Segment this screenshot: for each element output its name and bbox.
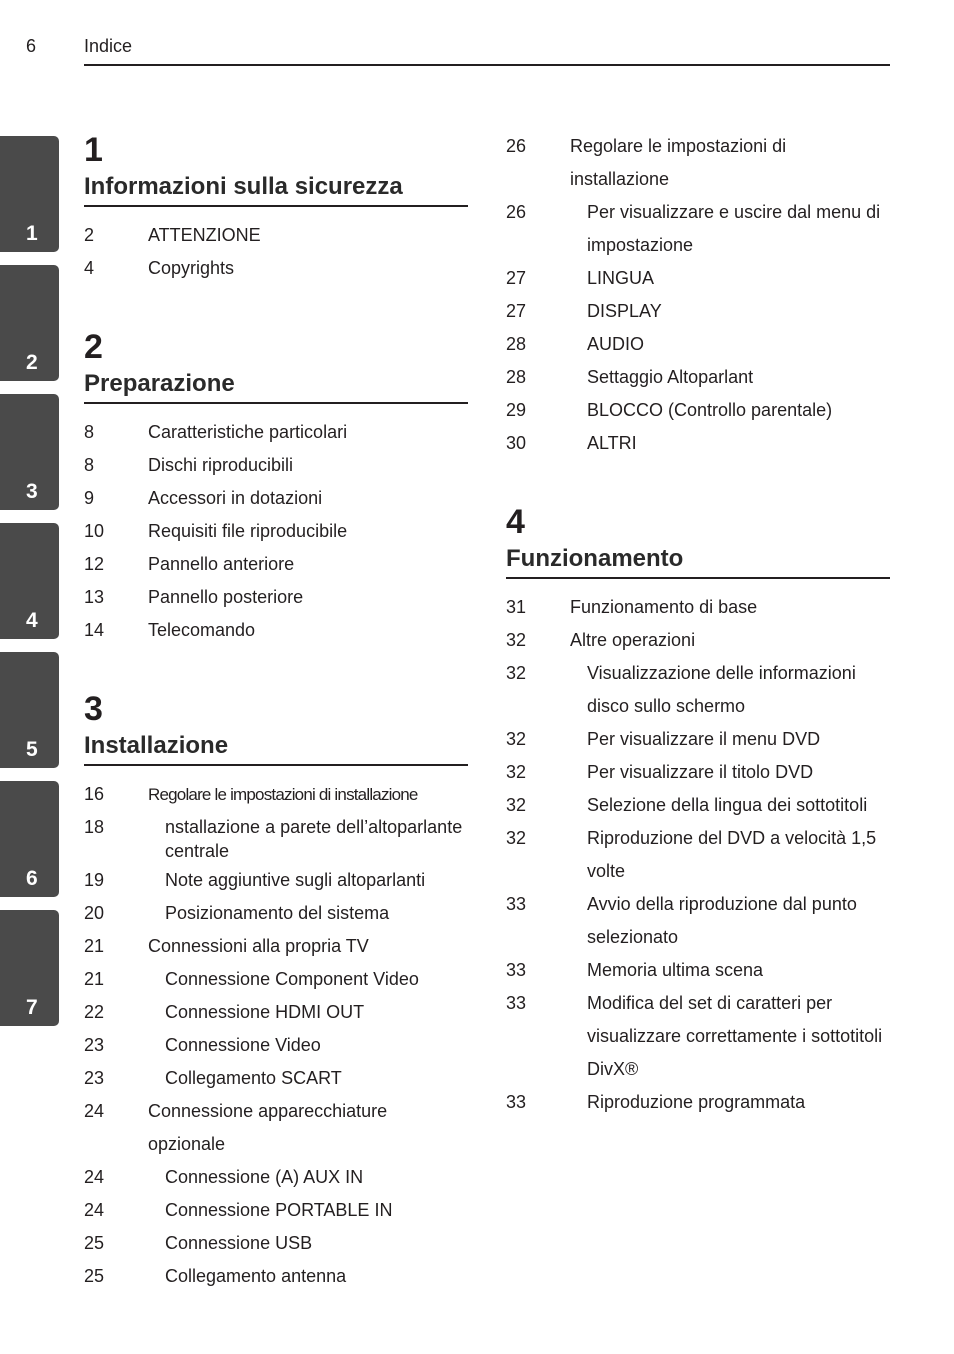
toc-page: 23 [84, 1035, 105, 1055]
section-title: Funzionamento [506, 545, 684, 572]
toc-entry[interactable] [84, 449, 468, 482]
toc-text: Connessione apparecchiature opzionale [148, 1101, 388, 1154]
toc-entry[interactable] [84, 1260, 468, 1293]
toc-page: 27 [506, 268, 527, 288]
toc-text: Riproduzione programmata [587, 1092, 806, 1112]
toc-page: 21 [84, 936, 105, 956]
toc-entry[interactable] [506, 624, 890, 657]
toc-text: Posizionamento del sistema [165, 903, 390, 923]
toc-text: Copyrights [148, 258, 235, 278]
toc-page: 30 [506, 433, 527, 453]
toc-text: Per visualizzare il titolo DVD [587, 762, 814, 782]
toc-text: Per visualizzare e uscire dal menu di impostazione [587, 202, 881, 255]
toc-left-column [84, 130, 468, 1335]
toc-entry[interactable] [506, 262, 890, 295]
toc-section-4 [506, 502, 890, 1119]
section-rule [84, 205, 468, 207]
chapter-tab-label: 7 [26, 996, 38, 1019]
toc-entry[interactable] [506, 723, 890, 756]
toc-text: Dischi riproducibili [148, 455, 294, 475]
chapter-tab-3[interactable] [0, 394, 59, 510]
toc-text: ALTRI [587, 433, 637, 453]
toc-entry[interactable] [84, 416, 468, 449]
toc-entry[interactable] [84, 864, 468, 897]
page-number: 6 [26, 36, 37, 56]
chapter-tab-label: 6 [26, 867, 38, 890]
toc-text: ATTENZIONE [148, 225, 261, 245]
toc-entry[interactable] [84, 1194, 468, 1227]
toc-text: Telecomando [148, 620, 256, 640]
toc-entry[interactable] [84, 1161, 468, 1194]
toc-text: Memoria ultima scena [587, 960, 764, 980]
toc-text: Altre operazioni [570, 630, 696, 650]
toc-text: AUDIO [587, 334, 645, 354]
toc-text: Connessioni alla propria TV [148, 936, 369, 956]
toc-entry[interactable] [84, 1095, 468, 1161]
toc-text: Caratteristiche particolari [148, 422, 348, 442]
toc-page: 24 [84, 1167, 105, 1187]
toc-page: 33 [506, 894, 527, 914]
toc-entry[interactable] [506, 328, 890, 361]
section-rule [84, 764, 468, 766]
toc-entry[interactable] [84, 614, 468, 647]
toc-entry[interactable] [506, 1086, 890, 1119]
section-number: 1 [84, 131, 103, 169]
toc-text: LINGUA [587, 268, 655, 288]
toc-text: Collegamento SCART [165, 1068, 342, 1088]
toc-text: Connessione PORTABLE IN [165, 1200, 393, 1220]
toc-page: 32 [506, 828, 527, 848]
section-number: 4 [506, 503, 525, 541]
toc-text: Note aggiuntive sugli altoparlanti [165, 870, 426, 890]
chapter-tab-5[interactable] [0, 652, 59, 768]
toc-entry[interactable] [84, 252, 468, 285]
section-rule [506, 577, 890, 579]
toc-section-3-continued [506, 130, 890, 460]
toc-page: 32 [506, 663, 527, 683]
toc-page: 27 [506, 301, 527, 321]
section-title: Installazione [84, 732, 229, 759]
toc-page: 33 [506, 960, 527, 980]
toc-page: 22 [84, 1002, 105, 1022]
toc-page: 32 [506, 630, 527, 650]
toc-entry[interactable] [506, 394, 890, 427]
toc-text: Selezione della lingua dei sottotitoli [587, 795, 868, 815]
toc-entry[interactable] [84, 897, 468, 930]
page-header [0, 0, 954, 66]
toc-page: 28 [506, 334, 527, 354]
toc-text: DISPLAY [587, 301, 662, 321]
toc-page: 16 [84, 784, 105, 804]
chapter-tab-label: 1 [26, 222, 38, 245]
toc-section-3 [84, 689, 468, 1293]
toc-entry[interactable] [506, 295, 890, 328]
toc-entry[interactable] [506, 361, 890, 394]
section-number: 2 [84, 328, 103, 366]
toc-page: 24 [84, 1200, 105, 1220]
toc-section-2 [84, 327, 468, 647]
toc-text: Modifica del set di caratteri per visualizzare correttamente i sottotitoli DivX® [587, 993, 883, 1079]
toc-right-column [506, 130, 890, 1161]
toc-entry[interactable] [84, 548, 468, 581]
toc-entry[interactable] [84, 811, 468, 864]
chapter-tab-label: 3 [26, 480, 38, 503]
toc-entry[interactable] [84, 219, 468, 252]
toc-text: Connessione USB [165, 1233, 313, 1253]
toc-entry[interactable] [506, 756, 890, 789]
toc-section-1 [84, 130, 468, 285]
toc-entry[interactable] [506, 822, 890, 888]
chapter-tab-label: 4 [26, 609, 38, 632]
toc-page: 13 [84, 587, 105, 607]
toc-entry[interactable] [506, 427, 890, 460]
toc-text: Settaggio Altoparlant [587, 367, 754, 387]
toc-entry[interactable] [506, 591, 890, 624]
header-rule [84, 64, 890, 66]
toc-page: 23 [84, 1068, 105, 1088]
section-rule [84, 402, 468, 404]
toc-entry[interactable] [506, 888, 890, 954]
toc-text: Regolare le impostazioni di installazione [570, 136, 787, 189]
chapter-tab-label: 5 [26, 738, 38, 761]
toc-entry[interactable] [84, 963, 468, 996]
toc-page: 4 [84, 258, 95, 278]
toc-page: 12 [84, 554, 105, 574]
toc-text: Connessione Video [165, 1035, 321, 1055]
toc-page: 29 [506, 400, 527, 420]
section-title: Informazioni sulla sicurezza [84, 173, 403, 200]
toc-text: Pannello posteriore [148, 587, 304, 607]
toc-page: 25 [84, 1266, 105, 1286]
toc-page: 25 [84, 1233, 105, 1253]
toc-text: Accessori in dotazioni [148, 488, 323, 508]
toc-entry[interactable] [506, 657, 890, 723]
toc-entry[interactable] [84, 1029, 468, 1062]
toc-page: 9 [84, 488, 95, 508]
toc-page: 28 [506, 367, 527, 387]
chapter-tab-4[interactable] [0, 523, 59, 639]
toc-page: 20 [84, 903, 105, 923]
toc-page: 32 [506, 762, 527, 782]
toc-text: Connessione HDMI OUT [165, 1002, 365, 1022]
toc-entry[interactable] [84, 482, 468, 515]
toc-entry[interactable] [506, 130, 890, 196]
toc-entry[interactable] [506, 987, 890, 1086]
toc-entry[interactable] [84, 1227, 468, 1260]
chapter-tab-6[interactable] [0, 781, 59, 897]
toc-page: 21 [84, 969, 105, 989]
toc-text: Funzionamento di base [570, 597, 758, 617]
toc-text: Requisiti file riproducibile [148, 521, 348, 541]
toc-text: Connessione (A) AUX IN [165, 1167, 364, 1187]
toc-page: 26 [506, 136, 527, 156]
toc-entry[interactable] [84, 515, 468, 548]
toc-page: 32 [506, 795, 527, 815]
toc-text: BLOCCO (Controllo parentale) [587, 400, 833, 420]
toc-text: Per visualizzare il menu DVD [587, 729, 821, 749]
toc-entry[interactable] [84, 996, 468, 1029]
chapter-tab-1[interactable] [0, 136, 59, 252]
toc-page: 19 [84, 870, 105, 890]
toc-entry[interactable] [506, 196, 890, 262]
toc-page: 8 [84, 422, 95, 442]
toc-page: 18 [84, 817, 105, 837]
toc-page: 24 [84, 1101, 105, 1121]
toc-text: Regolare le impostazioni di installazione [148, 785, 418, 804]
toc-page: 31 [506, 597, 527, 617]
toc-page: 2 [84, 225, 95, 245]
toc-entry[interactable] [506, 789, 890, 822]
toc-text: Collegamento antenna [165, 1266, 347, 1286]
toc-page: 14 [84, 620, 105, 640]
chapter-tab-7[interactable] [0, 910, 59, 1026]
toc-text: nstallazione a parete dell’altoparlante centrale [165, 817, 463, 861]
toc-entry[interactable] [506, 954, 890, 987]
toc-page: 8 [84, 455, 95, 475]
toc-text: Connessione Component Video [165, 969, 419, 989]
header-title: Indice [84, 36, 133, 56]
toc-page: 32 [506, 729, 527, 749]
toc-entry[interactable] [84, 581, 468, 614]
toc-page: 10 [84, 521, 105, 541]
section-number: 3 [84, 690, 103, 728]
toc-entry[interactable] [84, 778, 468, 811]
toc-text: Riproduzione del DVD a velocità 1,5 volte [587, 828, 877, 881]
chapter-tab-2[interactable] [0, 265, 59, 381]
toc-entry[interactable] [84, 930, 468, 963]
toc-entry[interactable] [84, 1062, 468, 1095]
toc-text: Avvio della riproduzione dal punto selezionato [587, 894, 857, 947]
toc-text: Pannello anteriore [148, 554, 295, 574]
section-title: Preparazione [84, 370, 235, 397]
toc-page: 26 [506, 202, 527, 222]
chapter-tab-label: 2 [26, 351, 38, 374]
toc-page: 33 [506, 993, 527, 1013]
toc-page: 33 [506, 1092, 527, 1112]
toc-text: Visualizzazione delle informazioni disco sullo schermo [587, 663, 856, 716]
